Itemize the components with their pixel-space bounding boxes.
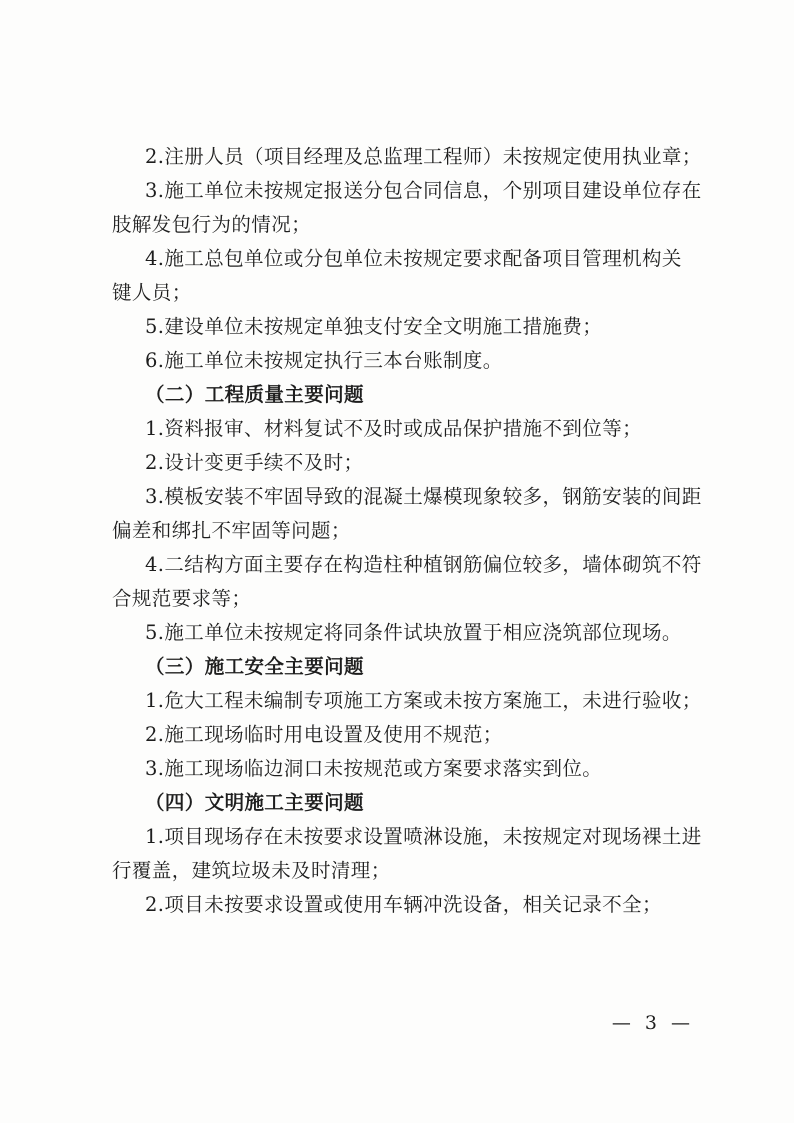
paragraph-line: 4.施工总包单位或分包单位未按规定要求配备项目管理机构关 xyxy=(145,247,682,270)
paragraph-line: 5.建设单位未按规定单独支付安全文明施工措施费； xyxy=(145,315,603,338)
paragraph-line: 2.注册人员（项目经理及总监理工程师）未按规定使用执业章； xyxy=(145,145,702,168)
paragraph-line: 合规范要求等； xyxy=(112,587,252,610)
section-heading: （三）施工安全主要问题 xyxy=(145,655,364,678)
paragraph-line: 3.施工单位未按规定报送分包合同信息，个别项目建设单位存在 xyxy=(145,179,702,202)
paragraph-line: 4.二结构方面主要存在构造柱种植钢筋偏位较多，墙体砌筑不符 xyxy=(145,553,702,576)
paragraph-line: 3.模板安装不牢固导致的混凝土爆模现象较多，钢筋安装的间距 xyxy=(145,485,702,508)
document-body xyxy=(112,140,702,922)
paragraph-line: 6.施工单位未按规定执行三本台账制度。 xyxy=(145,349,503,372)
section-heading: （二）工程质量主要问题 xyxy=(145,383,364,406)
paragraph-line: 1.资料报审、材料复试不及时或成品保护措施不到位等； xyxy=(145,417,643,440)
section-heading: （四）文明施工主要问题 xyxy=(145,791,364,814)
paragraph-line: 肢解发包行为的情况； xyxy=(112,213,312,236)
paragraph-line: 1.项目现场存在未按要求设置喷淋设施，未按规定对现场裸土进 xyxy=(145,825,702,848)
paragraph-line: 2.设计变更手续不及时； xyxy=(145,451,364,474)
paragraph-line: 1.危大工程未编制专项施工方案或未按方案施工，未进行验收； xyxy=(145,689,702,712)
page-number: — 3 — xyxy=(611,1012,694,1034)
paragraph-line: 2.施工现场临时用电设置及使用不规范； xyxy=(145,723,503,746)
paragraph-line: 3.施工现场临边洞口未按规范或方案要求落实到位。 xyxy=(145,757,603,780)
paragraph-line: 键人员； xyxy=(112,281,192,304)
paragraph-line: 偏差和绑扎不牢固等问题； xyxy=(112,519,351,542)
paragraph-line: 5.施工单位未按规定将同条件试块放置于相应浇筑部位现场。 xyxy=(145,621,682,644)
paragraph-line: 行覆盖，建筑垃圾未及时清理； xyxy=(112,859,391,882)
paragraph-line: 2.项目未按要求设置或使用车辆冲洗设备，相关记录不全； xyxy=(145,893,662,916)
